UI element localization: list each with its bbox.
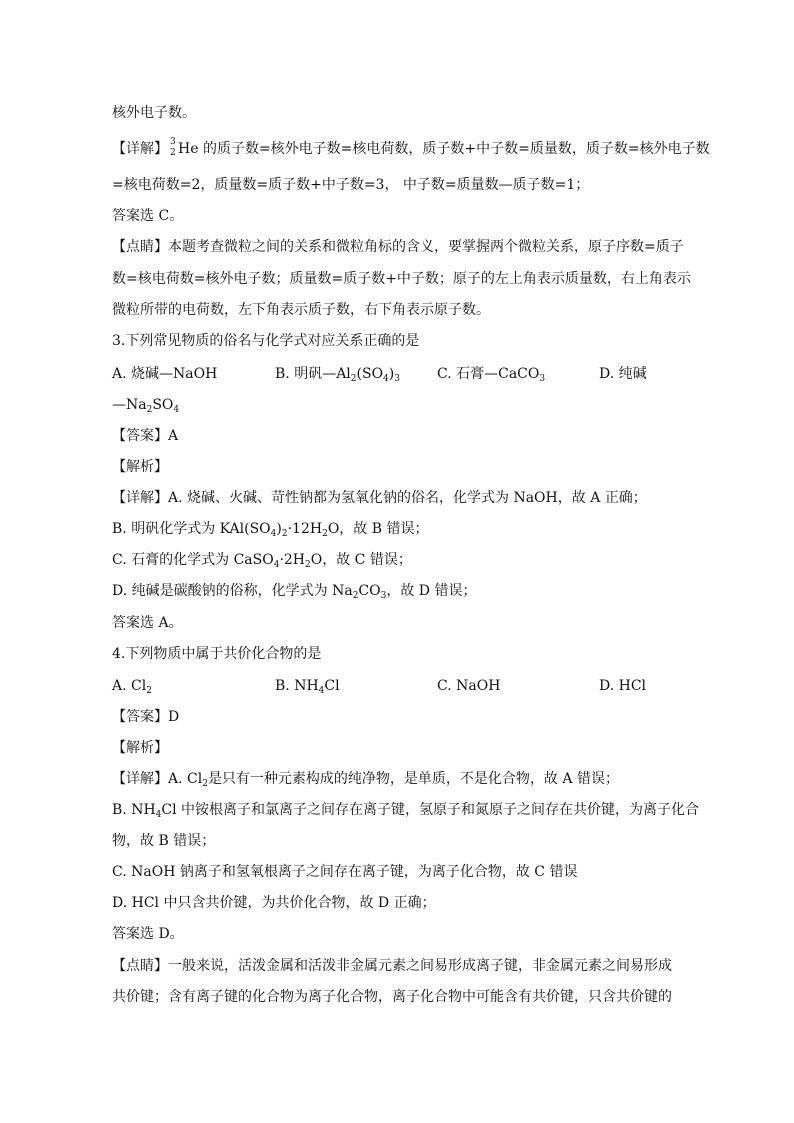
q4-option-c: C. NaOH bbox=[437, 678, 501, 694]
q4-detail-a: 【详解】A. $Cl_2$是只有一种元素构成的纯净物，是单质，不是化合物，故 A 错误； bbox=[112, 771, 619, 789]
q3-option-d: D. 纯碱 bbox=[599, 366, 647, 382]
q4-option-a: A. $Cl_2$ bbox=[112, 678, 152, 696]
q4-option-d: D. HCl bbox=[599, 678, 647, 694]
q3-option-c: C. 石膏—CaCO$_3$ bbox=[437, 366, 546, 384]
q2-point-line3: 微粒所带的电荷数，左下角表示质子数，右下角表示原子数。 bbox=[112, 302, 490, 318]
q3-detail-d: D. 纯碱是碳酸钠的俗称，化学式为 $Na_2CO_3$，故 D 错误； bbox=[112, 583, 477, 601]
q2-answer: 答案选 C。 bbox=[112, 208, 184, 224]
helium-isotope: 3 2 bbox=[170, 137, 176, 158]
q2-point-line2: 数=核电荷数=核外电子数；质量数=质子数+中子数；原子的左上角表示质量数，右上角表示 bbox=[112, 271, 691, 287]
q3-answer: 【答案】A bbox=[112, 428, 179, 444]
q4-final: 答案选 D。 bbox=[112, 926, 184, 942]
point-tag: 【点睛】 bbox=[112, 239, 168, 255]
q3-stem: 3.下列常见物质的俗名与化学式对应关系正确的是 bbox=[112, 333, 420, 349]
q3-option-d-cont: $—Na_2SO_4$ bbox=[112, 397, 180, 415]
q4-answer: 【答案】D bbox=[112, 709, 180, 725]
q4-option-b: B. $NH_4Cl$ bbox=[275, 678, 340, 696]
q4-detail-d: D. HCl 中只含共价键，为共价化合物，故 D 正确； bbox=[112, 895, 436, 911]
q4-detail-c: C. NaOH 钠离子和氢氧根离子之间存在离子键，为离子化合物，故 C 错误 bbox=[112, 864, 578, 880]
q3-detail-c: C. 石膏的化学式为 $CaSO_4\cdot 2H_2O$，故 C 错误； bbox=[112, 552, 412, 570]
q3-detail-b: B. 明矾化学式为 $KAl(SO_4)_2\cdot 12H_2O$，故 B 错误； bbox=[112, 521, 429, 539]
q4-detail-b-cont: 物，故 B 错误； bbox=[112, 833, 216, 849]
point-tag: 【点睛】 bbox=[112, 958, 168, 974]
q3-option-a: A. 烧碱—NaOH bbox=[112, 366, 218, 382]
detail-tag: 【详解】 bbox=[112, 141, 168, 157]
q3-option-b: B. 明矾$—Al_2(SO_4)_3$ bbox=[275, 366, 400, 384]
q2-detail-line2: =核电荷数=2，质量数=质子数+中子数=3， 中子数=质量数—质子数=1； bbox=[112, 177, 590, 193]
q4-analysis: 【解析】 bbox=[112, 740, 168, 756]
q4-stem: 4.下列物质中属于共价化合物的是 bbox=[112, 646, 322, 662]
q4-detail-b: B. $NH_4Cl$ 中铵根离子和氯离子之间存在离子键，氢原子和氮原子之间存在共价键，为离子化合 bbox=[112, 802, 700, 820]
q4-point-line2: 共价键；含有离子键的化合物为离子化合物，离子化合物中可能含有共价键，只含共价键的 bbox=[112, 989, 672, 1005]
q3-final: 答案选 A。 bbox=[112, 615, 183, 631]
q2-detail-line1: 【详解】 3 2 He 的质子数=核外电子数=核电荷数，质子数+中子数=质量数，质子数=核外电子数 bbox=[112, 137, 710, 158]
q2-point-line1: 【点睛】本题考查微粒之间的关系和微粒角标的含义，要掌握两个微粒关系，原子序数=质子 bbox=[112, 239, 684, 255]
q4-point-line1: 【点睛】一般来说，活泼金属和活泼非金属元素之间易形成离子键，非金属元素之间易形成 bbox=[112, 958, 672, 974]
intro-tail: 核外电子数。 bbox=[112, 105, 196, 121]
q3-detail-a: 【详解】A. 烧碱、火碱、苛性钠都为氢氧化钠的俗名，化学式为 NaOH，故 A 正确； bbox=[112, 490, 647, 506]
q3-analysis: 【解析】 bbox=[112, 459, 168, 475]
